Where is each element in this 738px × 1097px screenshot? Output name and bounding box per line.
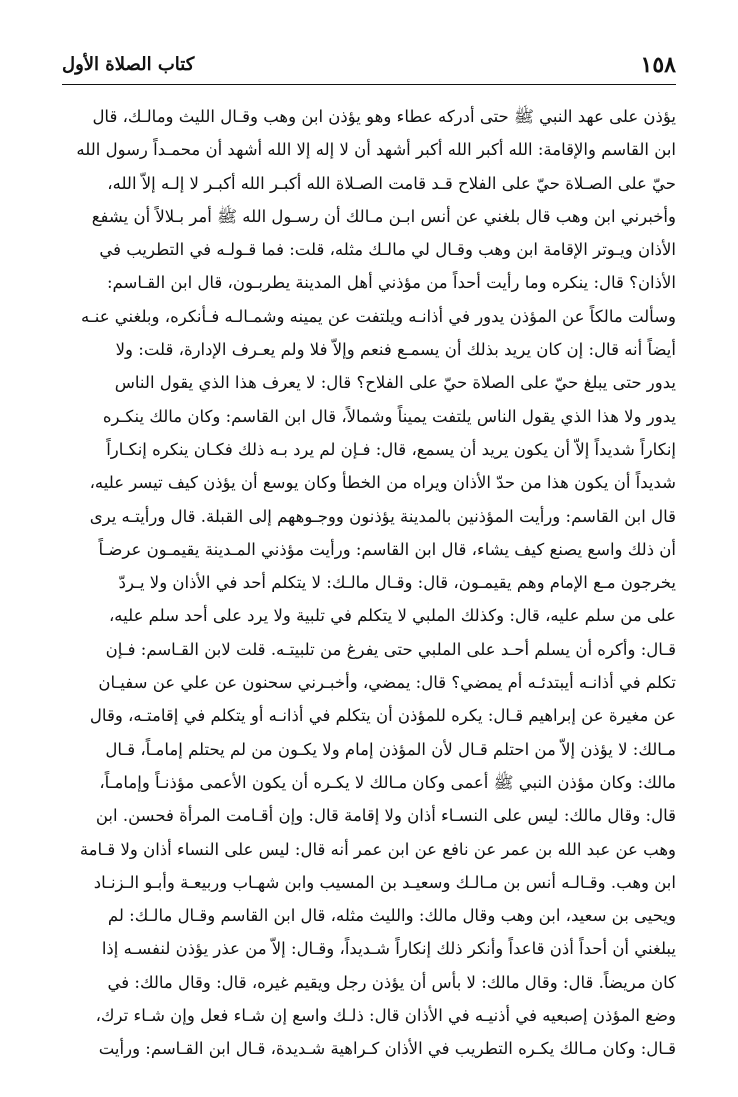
text-line: يخرجون مـع الإمام وهم يقيمـون، قال: وقـال مالـك: لا يتكلم أحد في الأذان ولا يـردّ [118,573,676,593]
text-line: أن ذلك واسع يصنع كيف يشاء، قال ابن القاسم: ورأيت مؤذني المـدينة يقيمـون عرضـاً [98,539,676,559]
text-line: ابن القاسم والإقامة: الله أكبر الله أكبر أشهد أن لا إله إلا الله أشهد أن محمـداً رسول الله [76,140,676,160]
text-line: الأذان؟ قال: ينكره وما رأيت أحداً من مؤذني أهل المدينة يطربـون، قال ابن القـاسم: [106,273,676,293]
body-text [62,100,676,1077]
text-line: ويحيى بن سعيد، ابن وهب وقال مالك: والليث مثله، قال ابن القاسم وقـال مالـك: لم [107,906,676,926]
text-line: قـال: وأكره أن يسلم أحـد على الملبي حتى يفرغ من تلبيتـه. قلت لابن القـاسم: فـإن [105,639,676,659]
text-line: يدور حتى يبلغ حيّ على الصلاة حيّ على الفلاح؟ قال: لا يعرف هذا الذي يقول الناس [114,373,676,393]
text-line: وهب عن عبد الله بن عمر عن نافع عن ابن عمر أنه قال: ليس على النساء أذان ولا قـامة [79,839,676,859]
text-line: وأخبرني ابن وهب قال بلغني عن أنس ابـن مـالك أن رسـول الله ﷺ أمر بـلالاً أن يشفع [91,206,676,226]
text-line: تكلم في أذانـه أيبتدئـه أم يمضي؟ قال: يمضي، وأخبـرني سحنون عن علي عن سفيـان [98,673,676,693]
text-line: مالك: وكان مؤذن النبي ﷺ أعمى وكان مـالك لا يكـره أن يكون الأعمى مؤذنـاً وإمامـاً، [99,772,676,792]
text-line: وسألت مالكاً عن المؤذن يدور في أذانـه ويلتفت عن يمينه وشمـالـه فـأنكره، وبلغني عنـه [81,306,676,326]
text-line: إنكاراً شديداً إلاّ أن يكون يريد أن يسمع، قال: فـإن لم يرد بـه ذلك فكـان ينكره إنكـاراً [106,439,676,459]
text-line: على من سلم عليه، قال: وكذلك الملبي لا يتكلم في تلبية ولا يرد على أحد سلم عليه، [108,606,676,626]
book-title: كتاب الصلاة الأول [62,54,195,75]
text-line: شديداً أن يكون هذا من حدّ الأذان ويراه من الخطأ وكان يوسع أن يؤذن كيف تيسر عليه، [89,473,676,493]
header-rule [62,84,676,85]
text-line: يؤذن على عهد النبي ﷺ حتى أدركه عطاء وهو يؤذن ابن وهب وقـال الليث ومالـك، قال [92,107,676,126]
text-line: يبلغني أن أحداً أذن قاعداً وأنكر ذلك إنكاراً شـديداً، وقـال: إلاّ من عذر يؤذن لنفسـه إذا [101,939,676,959]
text-line: الأذان ويـوتر الإقامة ابن وهب وقـال لي مالـك مثله، قلت: فما قـولـه في التطريب في [99,240,676,260]
text-line: حيّ على الصـلاة حيّ على الفلاح قـد قامت الصـلاة الله أكبـر الله أكبـر لا إلـه إلاّ الله، [107,173,676,193]
text-line: قال ابن القاسم: ورأيت المؤذنين بالمدينة يؤذنون ووجـوههم إلى القبلة. قال ورأيتـه يرى [89,506,676,526]
text-line: يدور ولا هذا الذي يقول الناس يلتفت يميناً وشمالاً، قال ابن القاسم: وكان مالك ينكـره [102,406,676,426]
text-line: أيضاً أنه قال: إن كان يريد بذلك أن يسمـع فنعم وإلاّ فلا ولم يعـرف الإدارة، قلت: ولا [115,340,676,360]
text-line: وضع المؤذن إصبعيه في أذنيـه في الأذان قال: ذلـك واسع إن شـاء فعل وإن شـاء ترك، [95,1006,676,1026]
text-line: ابن وهب. وقـالـه أنس بن مـالـك وسعيـد بن المسيب وابن شهـاب وربيعـة وأبـو الـزنـاد [93,872,676,892]
text-line: كان مريضاً. قال: وقال مالك: لا بأس أن يؤذن رجل ويقيم غيره، قال: وقال مالك: في [107,972,676,992]
text-line: مـالك: لا يؤذن إلاّ من احتلم قـال لأن المؤذن إمام ولا يكـون من لم يحتلم إمامـاً، قـال [105,739,676,759]
text-line: قـال: وكان مـالك يكـره التطريب في الأذان كـراهية شـديدة، قـال ابن القـاسم: ورأيت [98,1039,676,1059]
page-header [62,48,676,84]
text-line: عن مغيرة عن إبراهيم قـال: يكره للمؤذن أن يتكلم في أذانـه أو يتكلم في إقامتـه، وقال [89,706,676,726]
text-line: قال: وقال مالك: ليس على النسـاء أذان ولا إقامة قال: وإن أقـامت المرأة فحسن. ابن [95,806,676,826]
page-number: ١٥٨ [640,52,676,78]
